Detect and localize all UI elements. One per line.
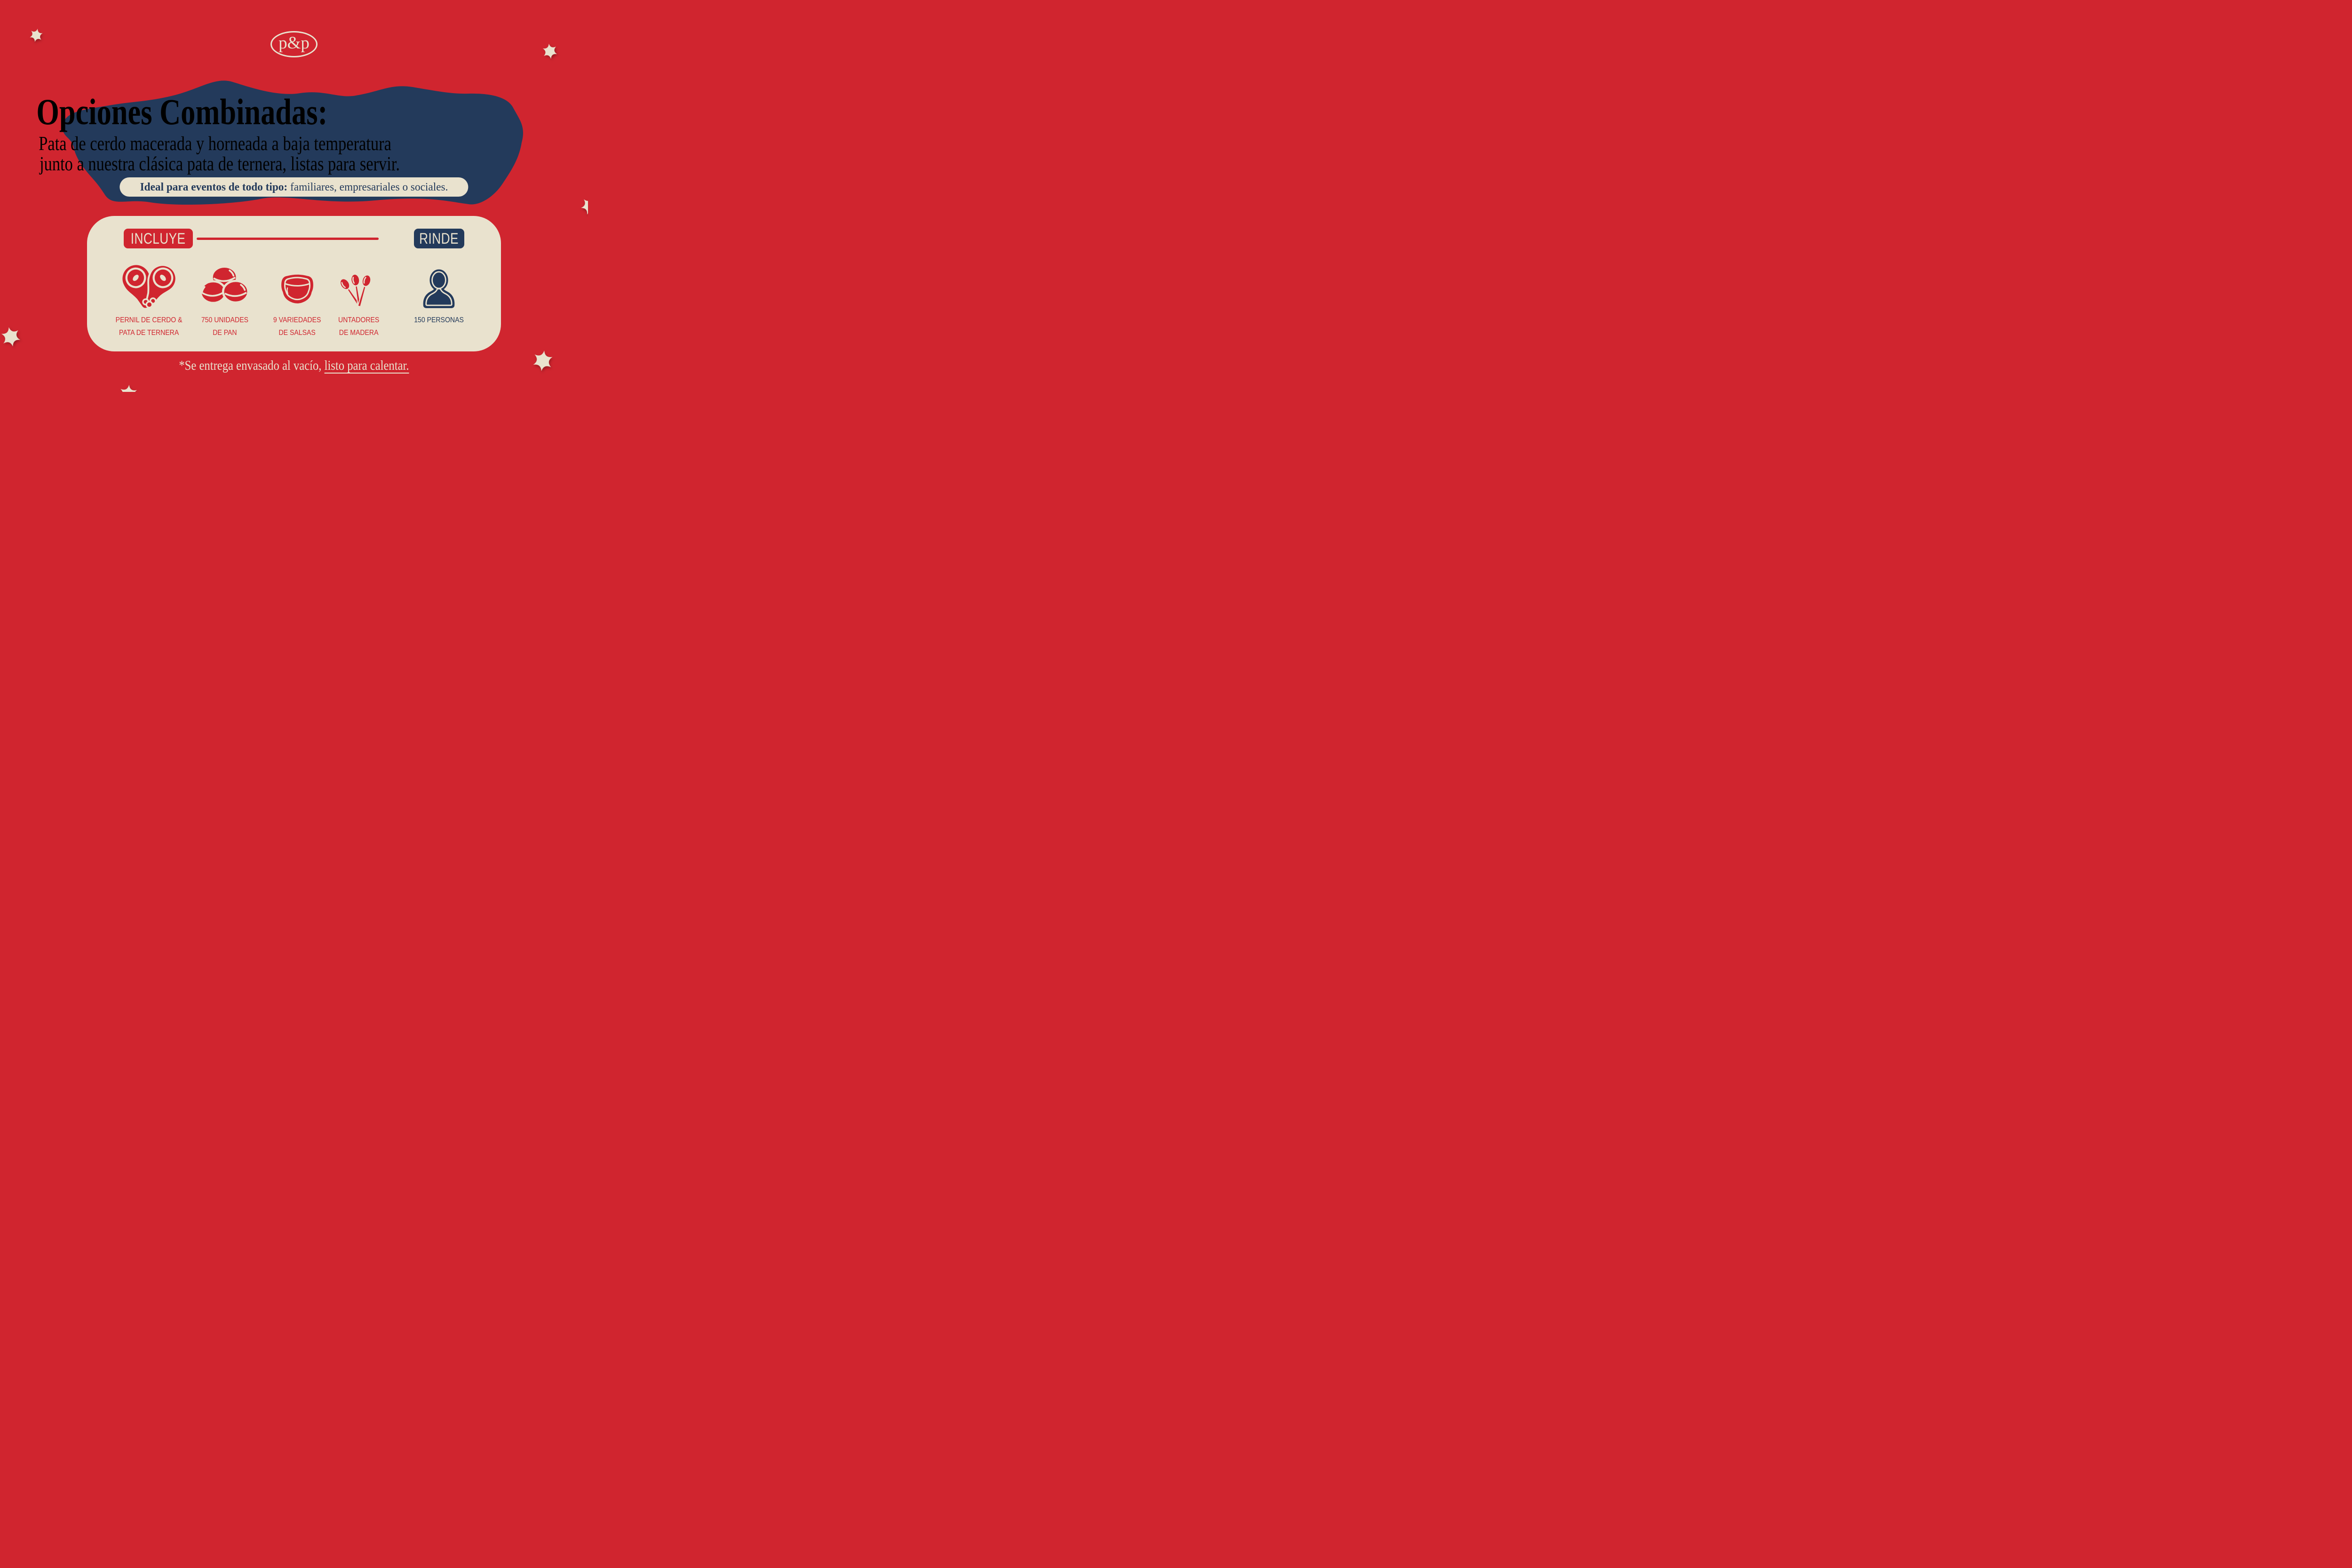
yield-badge-label: RINDE [419, 230, 459, 247]
item-label: 150 PERSONAS [414, 316, 464, 324]
sparkle-icon [28, 27, 45, 44]
delivery-note [0, 358, 588, 374]
divider-line [197, 238, 379, 240]
bread-icon [199, 257, 251, 308]
includes-badge [124, 229, 193, 248]
logo-text: p&p [278, 33, 310, 53]
pill-bold-text: Ideal para eventos de todo tipo: [140, 180, 288, 193]
poster [0, 0, 588, 392]
pork-legs-icon [118, 257, 181, 308]
list-item [109, 257, 189, 339]
page-title: Opciones Combinadas: [36, 91, 328, 132]
person-icon [420, 257, 458, 308]
item-label: 9 VARIEDADES DE SALSAS [273, 316, 321, 337]
pill-regular-text: familiares, empresariales o sociales. [287, 180, 448, 193]
item-label: PERNIL DE CERDO & PATA DE TERNERA [116, 316, 183, 337]
sparkle-icon [541, 42, 559, 60]
pp-logo [270, 31, 318, 57]
sparkle-icon [118, 384, 139, 392]
item-label: 750 UNIDADES DE PAN [201, 316, 249, 337]
note-prefix: *Se entrega envasado al vacío, [179, 358, 325, 373]
wood-spreaders-icon [336, 257, 381, 308]
list-item [185, 257, 265, 339]
info-card [87, 216, 501, 351]
sparkle-icon [0, 325, 23, 349]
sparkle-icon [578, 194, 588, 218]
subtitle-line-1: Pata de cerdo macerada y horneada a baja temperatura [39, 133, 391, 155]
list-item [319, 257, 399, 339]
list-item [399, 257, 479, 326]
subtitle-line-2: junto a nuestra clásica pata de ternera, listas para servir. [40, 153, 400, 175]
ideal-events-pill [119, 177, 468, 197]
includes-badge-label: INCLUYE [131, 230, 186, 247]
sauce-pot-icon [278, 257, 317, 308]
yield-badge [414, 229, 464, 248]
note-underlined: listo para calentar. [324, 358, 409, 373]
page-subtitle [0, 134, 588, 175]
item-label: UNTADORES DE MADERA [338, 316, 380, 337]
